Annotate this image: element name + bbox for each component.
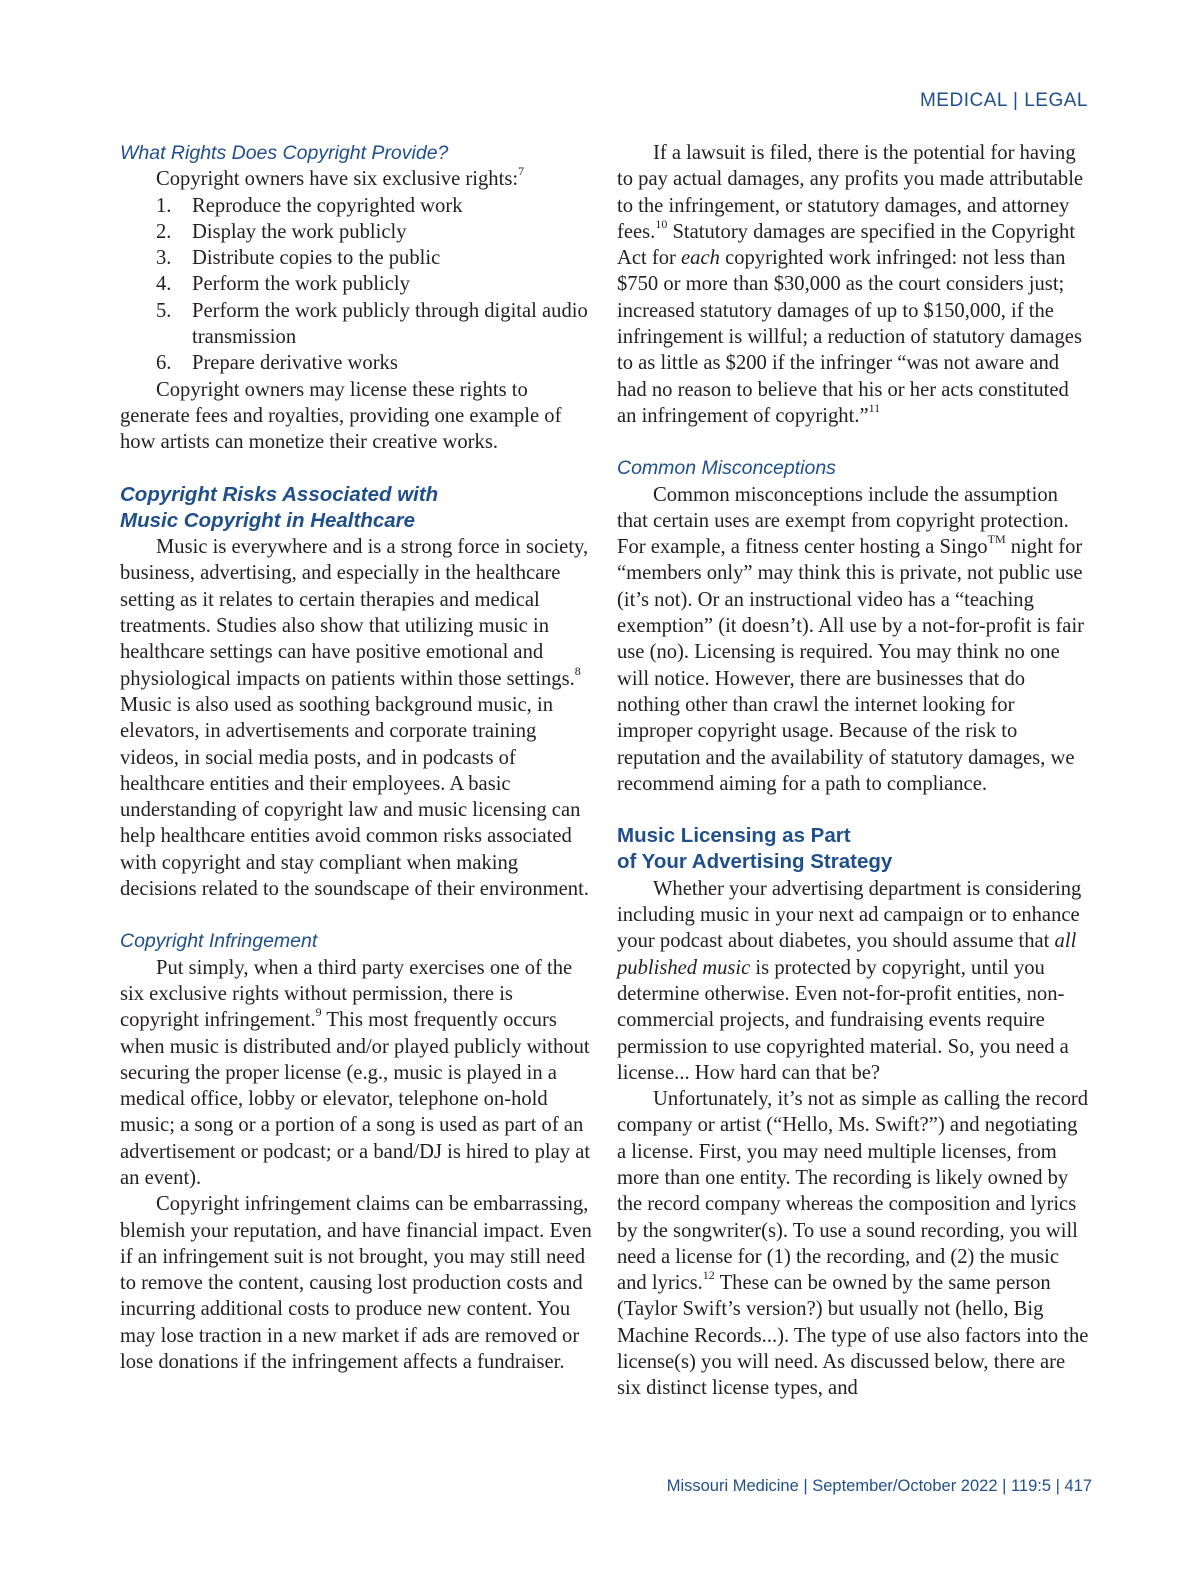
footnote-ref: 9 [315, 1005, 322, 1020]
footnote-ref: 12 [702, 1268, 715, 1283]
left-column [120, 140, 592, 1375]
risks-paragraph: Music is everywhere and is a strong force in society, business, advertising, and especially in the healthcare setting as it relates to certain therapies and medical treatments. Studies also show that utilizing music in healthcare settings can have positive emotional and physiological impacts on patients within those settings.$^8$ Music is also used as soothing background music, in elevators, in advertisements and corporate training videos, in social media posts, and in podcasts of healthcare entities and their employees. A basic understanding of copyright law and music licensing can help healthcare entities avoid common risks associated with copyright and stay compliant when making decisions related to the soundscape of their environment. [120, 536, 589, 901]
list-item: 3. Distribute copies to the public [156, 247, 441, 270]
risks-heading: Copyright Risks Associated with Music Copyright in Healthcare [120, 482, 439, 532]
footnote-ref: 11 [868, 401, 881, 416]
footnote-ref: 10 [655, 217, 668, 232]
list-item: 2. Display the work publicly [156, 220, 407, 243]
rights-outro: Copyright owners may license these rights to generate fees and royalties, providing one example of how artists can monetize their creative works. [120, 378, 562, 454]
list-item: 4. Perform the work publicly [156, 273, 410, 296]
licensing-heading: Music Licensing as Part of Your Advertising Strategy [617, 824, 893, 874]
infringement-paragraph-1: Put simply, when a third party exercises one of the six exclusive rights without permission, there is copyright infringement.$^9$ This most frequently occurs when music is distributed and/or played publicly without securing the proper license (e.g., music is played in a medical office, lobby or elevator, telephone on-hold music; a song or a portion of a song is used as part of an advertisement or podcast; or a band/DJ is hired to play at an event). [120, 956, 591, 1189]
footnote-ref: 8 [574, 663, 581, 678]
licensing-paragraph-1: Whether your advertising department is considering including music in your next ad campaign or to enhance your podcast about diabetes, you should assume that all published music is protected by copyright, until you determine otherwise. Even not-for-profit entities, non-commercial projects, and fundraising events require permission to use copyrighted material. So, you need a license... How hard can that be? [617, 877, 1082, 1084]
rights-intro: Copyright owners have six exclusive rights:$^7$ [156, 164, 525, 191]
lawsuit-paragraph: If a lawsuit is filed, there is the potential for having to pay actual damages, any profits you made attributable to the infringement, or statutory damages, and attorney fees.$^{10}$ Statutory damages are specified in the Copyright Act for each copyrighted work infringed: not less than $750 or more than $30,000 as the court considers just; increased statutory damages of up to $150,000, if the infringement is willful; a reduction of statutory damages to as little as $200 if the infringer “was not aware and had no reason to believe that his or her acts constituted an infringement of copyright.”$^{11}$ [617, 142, 1084, 427]
misconceptions-paragraph: Common misconceptions include the assumption that certain uses are exempt from copyright protection. For example, a fitness center hosting a Singo™ night for “members only” may think this is private, not public use (it’s not). Or an instructional video has a “teaching exemption” (it doesn’t). All use by a not-for-profit is fair use (no). Licensing is required. You may think no one will notice. However, there are businesses that do nothing other than crawl the internet looking for improper copyright usage. Because of the risk to reputation and the availability of statutory damages, we recommend aiming for a path to compliance. [617, 483, 1085, 795]
list-item: 5. Perform the work publicly through digital audio transmission [156, 299, 588, 349]
licensing-paragraph-2: Unfortunately, it’s not as simple as calling the record company or artist (“Hello, Ms. Swift?”) and negotiating a license. First, you may need multiple licenses, from more than one entity. The recording is likely owned by the record company whereas the composition and lyrics by the songwriter(s). To use a sound recording, you will need a license for (1) the recording, and (2) the music and lyrics.$^{12}$ These can be owned by the same person (Taylor Swift’s version?) but usually not (hello, Big Machine Records...). The type of use also factors into the license(s) you will need. As discussed below, there are six distinct license types, and [617, 1088, 1089, 1400]
section-label: MEDICAL | LEGAL [919, 90, 1088, 111]
list-item: 6. Prepare derivative works [156, 352, 398, 375]
journal-footer: Missouri Medicine | September/October 2022 | 119:5 | 417 [666, 1477, 1092, 1495]
trademark-mark: TM [987, 532, 1006, 547]
list-item: 1. Reproduce the copyrighted work [156, 194, 463, 217]
rights-heading: What Rights Does Copyright Provide? [120, 142, 449, 164]
footnote-ref: 7 [518, 164, 525, 179]
right-column [617, 140, 1089, 1402]
misconceptions-heading: Common Misconceptions [617, 457, 836, 480]
infringement-paragraph-2: Copyright infringement claims can be embarrassing, blemish your reputation, and have financial impact. Even if an infringement suit is not brought, you may still need to remove the content, causing lost production costs and incurring additional costs to produce new content. You may lose traction in a new market if ads are removed or lose donations if the infringement affects a fundraiser. [120, 1193, 592, 1374]
infringement-heading: Copyright Infringement [120, 930, 318, 953]
rights-list [120, 193, 592, 377]
